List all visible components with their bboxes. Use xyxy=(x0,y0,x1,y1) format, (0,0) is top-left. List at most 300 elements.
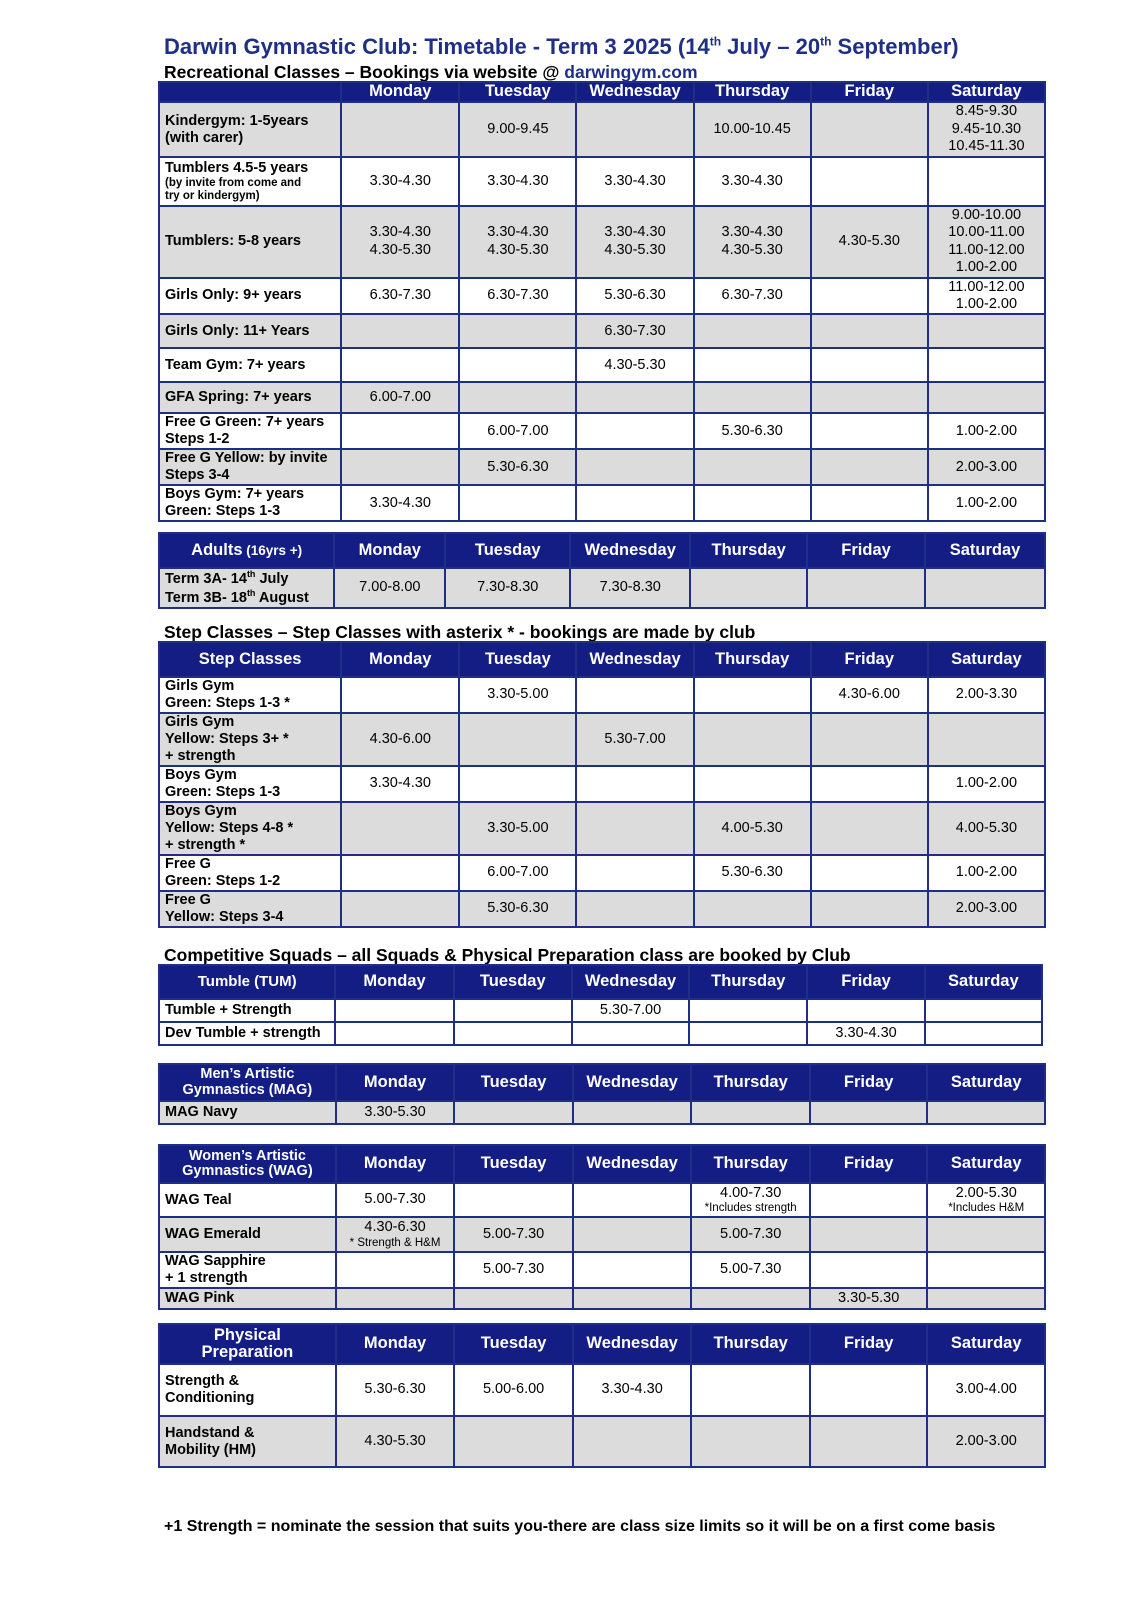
time-cell-monday xyxy=(341,766,459,802)
class-name xyxy=(159,1252,336,1288)
text-line: 1.00-2.00 xyxy=(955,494,1018,511)
time-cell-tuesday xyxy=(454,999,572,1022)
time-cell-wednesday xyxy=(576,102,693,157)
time-cell-wednesday xyxy=(576,157,693,206)
time-cell-monday xyxy=(341,157,459,206)
text-line: 3.30-4.30 xyxy=(369,224,431,241)
text-line: 5.30-6.30 xyxy=(487,458,549,475)
time-cell-friday xyxy=(811,382,928,413)
day-header-friday: Friday xyxy=(810,1324,928,1364)
time-cell-saturday xyxy=(928,449,1045,485)
physical-preparation-table xyxy=(158,1323,1046,1468)
text-line: 10.00-11.00 xyxy=(948,224,1025,241)
class-name xyxy=(159,348,341,382)
day-header-friday: Friday xyxy=(811,82,928,102)
time-cell-friday xyxy=(810,1364,928,1416)
time-cell-friday xyxy=(811,855,928,891)
time-cell-saturday xyxy=(927,1101,1045,1124)
time-cell-tuesday xyxy=(459,314,576,348)
class-name xyxy=(159,1022,335,1045)
time-cell-tuesday xyxy=(459,413,576,449)
class-name: Term 3A- 14th July Term 3B- 18th August xyxy=(159,568,334,608)
day-header-wednesday: Wednesday xyxy=(573,1145,692,1183)
text-line: 2.00-3.00 xyxy=(955,899,1018,916)
day-header-friday: Friday xyxy=(810,1145,928,1183)
time-cell-tuesday xyxy=(445,568,570,608)
table-row xyxy=(159,157,1045,206)
text-line: 4.30-5.30 xyxy=(838,233,900,250)
text-line: 5.30-7.00 xyxy=(604,730,666,747)
time-cell-saturday xyxy=(928,314,1045,348)
time-cell-wednesday xyxy=(573,1416,692,1467)
text-line: 1.00-2.00 xyxy=(955,775,1018,792)
time-cell-tuesday xyxy=(459,766,576,802)
text-line: 5.30-6.30 xyxy=(487,899,549,916)
text-line: WAG Teal xyxy=(165,1191,232,1208)
table-header-title: Physical Preparation xyxy=(159,1324,336,1364)
time-cell-tuesday xyxy=(459,206,576,278)
text-line: 5.30-7.00 xyxy=(599,1001,662,1018)
adults-table xyxy=(158,532,1046,609)
time-cell-friday xyxy=(810,1252,928,1288)
text-line: 3.30-4.30 xyxy=(604,172,666,189)
class-name xyxy=(159,1183,336,1217)
text-line: 2.00-5.30 xyxy=(955,1184,1017,1201)
time-cell-saturday xyxy=(928,485,1045,521)
text-line: 4.30-6.00 xyxy=(838,686,900,703)
text-line: 6.00-7.00 xyxy=(369,389,431,406)
text-line: 4.30-5.30 xyxy=(487,241,549,258)
time-cell-friday xyxy=(811,891,928,927)
time-cell-wednesday xyxy=(576,485,693,521)
time-cell-tuesday xyxy=(459,891,576,927)
time-cell-thursday xyxy=(694,278,811,315)
time-cell-friday xyxy=(811,485,928,521)
table-row xyxy=(159,999,1042,1022)
class-name xyxy=(159,713,341,766)
time-cell-wednesday xyxy=(573,1364,692,1416)
day-header-tuesday: Tuesday xyxy=(459,82,576,102)
time-cell-monday xyxy=(341,891,459,927)
time-cell-thursday xyxy=(694,348,811,382)
day-header-wednesday: Wednesday xyxy=(573,1064,692,1101)
text-line: Steps 1-2 xyxy=(165,431,230,448)
time-cell-tuesday xyxy=(459,449,576,485)
text-line: 10.00-10.45 xyxy=(713,120,791,137)
time-cell-friday xyxy=(810,1416,928,1467)
time-cell-thursday xyxy=(694,802,811,855)
time-cell-thursday xyxy=(694,449,811,485)
text-line: Boys Gym xyxy=(165,766,237,783)
text-line: Tumble + Strength xyxy=(165,1002,292,1019)
time-cell-saturday xyxy=(927,1217,1045,1252)
time-cell-thursday xyxy=(689,999,807,1022)
time-cell-friday xyxy=(807,568,925,608)
text-line: 5.30-6.30 xyxy=(604,287,666,304)
day-header-thursday: Thursday xyxy=(694,642,811,677)
class-name xyxy=(159,102,341,157)
text-line: 4.00-5.30 xyxy=(955,819,1018,836)
text-line: try or kindergym) xyxy=(165,189,260,202)
text-line: 2.00-3.00 xyxy=(955,1432,1017,1449)
text-line: 1.00-2.00 xyxy=(955,422,1018,439)
time-cell-thursday xyxy=(690,568,807,608)
time-cell-friday xyxy=(811,766,928,802)
text-line: 6.30-7.30 xyxy=(369,287,431,304)
text-line: Strength & xyxy=(165,1373,240,1390)
class-name xyxy=(159,766,341,802)
time-cell-monday xyxy=(336,1288,455,1309)
time-cell-monday xyxy=(335,999,453,1022)
time-cell-monday xyxy=(336,1416,455,1467)
text-line: Girls Only: 11+ Years xyxy=(165,322,310,339)
time-cell-wednesday xyxy=(573,1183,692,1217)
day-header-friday: Friday xyxy=(811,642,928,677)
time-cell-wednesday xyxy=(576,314,693,348)
time-cell-thursday xyxy=(694,382,811,413)
time-cell-tuesday xyxy=(459,802,576,855)
day-header-wednesday: Wednesday xyxy=(570,533,690,568)
day-header-tuesday: Tuesday xyxy=(454,1064,573,1101)
day-header-wednesday: Wednesday xyxy=(576,642,693,677)
cell-note: *Includes H&M xyxy=(948,1202,1025,1215)
website-link[interactable]: darwingym.com xyxy=(564,62,698,82)
time-cell-wednesday xyxy=(576,206,693,278)
text-line: + strength xyxy=(165,747,236,764)
table-row xyxy=(159,449,1045,485)
time-cell-monday xyxy=(336,1364,455,1416)
text-line: 5.00-7.30 xyxy=(720,1261,782,1278)
time-cell-tuesday xyxy=(454,1364,573,1416)
time-cell-monday xyxy=(341,278,459,315)
time-cell-saturday xyxy=(928,677,1045,713)
class-name xyxy=(159,1364,336,1416)
text-line: 5.00-7.30 xyxy=(364,1191,426,1208)
time-cell-friday xyxy=(807,1022,924,1045)
day-header-saturday: Saturday xyxy=(927,1064,1045,1101)
tumble-table xyxy=(158,964,1043,1046)
table-row xyxy=(159,382,1045,413)
table-row xyxy=(159,348,1045,382)
day-header-tuesday: Tuesday xyxy=(459,642,576,677)
time-cell-tuesday xyxy=(459,677,576,713)
text-line: 5.00-7.30 xyxy=(482,1225,545,1242)
table-row xyxy=(159,278,1045,315)
time-cell-tuesday xyxy=(454,1022,572,1045)
footnote: +1 Strength = nominate the session that suits you-there are class size limits so it will be on a first come basis xyxy=(164,1518,996,1535)
class-name xyxy=(159,278,341,315)
time-cell-saturday xyxy=(928,348,1045,382)
time-cell-tuesday xyxy=(459,348,576,382)
text-line: 3.30-5.30 xyxy=(838,1289,900,1306)
time-cell-friday xyxy=(811,314,928,348)
time-cell-thursday xyxy=(694,485,811,521)
time-cell-tuesday xyxy=(459,855,576,891)
text-line: Green: Steps 1-2 xyxy=(165,872,281,889)
text-line: Girls Only: 9+ years xyxy=(165,287,302,304)
time-cell-wednesday xyxy=(576,713,693,766)
text-line: 5.30-6.30 xyxy=(364,1381,426,1398)
text-line: Yellow: Steps 3-4 xyxy=(165,908,284,925)
table-header-title: Adults (16yrs +) xyxy=(159,533,334,568)
text-line: 3.30-5.30 xyxy=(364,1103,426,1120)
day-header-thursday: Thursday xyxy=(690,533,807,568)
time-cell-monday xyxy=(341,713,459,766)
table-row xyxy=(159,1364,1045,1416)
time-cell-saturday xyxy=(928,713,1045,766)
time-cell-wednesday xyxy=(576,891,693,927)
day-header-thursday: Thursday xyxy=(691,1145,810,1183)
time-cell-monday xyxy=(336,1217,455,1252)
time-cell-thursday xyxy=(694,766,811,802)
time-cell-wednesday xyxy=(576,855,693,891)
time-cell-friday xyxy=(811,449,928,485)
text-line: 3.30-4.30 xyxy=(721,224,783,241)
time-cell-saturday xyxy=(928,102,1045,157)
text-line: 3.30-4.30 xyxy=(369,775,431,792)
text-line: 4.30-5.30 xyxy=(364,1432,426,1449)
text-line: MAG Navy xyxy=(165,1104,238,1121)
text-line: 3.30-4.30 xyxy=(369,172,431,189)
time-cell-saturday xyxy=(928,206,1045,278)
time-cell-thursday xyxy=(694,677,811,713)
text-line: Free G xyxy=(165,855,211,872)
time-cell-wednesday xyxy=(576,382,693,413)
time-cell-thursday xyxy=(694,891,811,927)
text-line: Conditioning xyxy=(165,1390,255,1406)
text-line: Green: Steps 1-3 xyxy=(165,783,281,800)
time-cell-tuesday xyxy=(459,102,576,157)
time-cell-thursday xyxy=(694,413,811,449)
time-cell-wednesday xyxy=(573,1288,692,1309)
time-cell-thursday xyxy=(694,102,811,157)
time-cell-monday xyxy=(336,1252,455,1288)
time-cell-thursday xyxy=(691,1101,810,1124)
table-row xyxy=(159,314,1045,348)
text-line: Tumblers 4.5-5 years xyxy=(165,159,309,176)
time-cell-friday xyxy=(811,348,928,382)
day-header-saturday: Saturday xyxy=(927,1145,1045,1183)
day-header-thursday: Thursday xyxy=(691,1324,810,1364)
text-line: 6.00-7.00 xyxy=(487,422,549,439)
text-line: Free G Green: 7+ years xyxy=(165,414,325,431)
text-line: 4.30-5.30 xyxy=(369,241,431,258)
class-name xyxy=(159,382,341,413)
time-cell-saturday xyxy=(927,1416,1045,1467)
table-header-title: Tumble (TUM) xyxy=(159,965,335,999)
competitive-heading: Competitive Squads – all Squads & Physical Preparation class are booked by Club xyxy=(164,945,851,965)
page-title: Darwin Gymnastic Club: Timetable - Term 3 2025 (14th July – 20th September) xyxy=(164,34,959,59)
time-cell-friday xyxy=(810,1183,928,1217)
table-row xyxy=(159,1183,1045,1217)
time-cell-friday xyxy=(811,713,928,766)
text-line: 3.30-5.00 xyxy=(487,686,549,703)
text-line: 5.00-7.30 xyxy=(482,1261,545,1278)
time-cell-saturday xyxy=(927,1183,1045,1217)
day-header-monday: Monday xyxy=(341,642,459,677)
time-cell-monday xyxy=(341,382,459,413)
text-line: 3.30-4.30 xyxy=(604,224,666,241)
text-line: 4.00-5.30 xyxy=(721,819,783,836)
day-header-monday: Monday xyxy=(335,965,453,999)
time-cell-friday xyxy=(811,157,928,206)
table-row xyxy=(159,713,1045,766)
class-name xyxy=(159,314,341,348)
text-line: 3.30-4.30 xyxy=(601,1381,663,1398)
table-row xyxy=(159,485,1045,521)
day-header-monday: Monday xyxy=(336,1145,455,1183)
text-line: 5.00-7.30 xyxy=(720,1225,782,1242)
time-cell-tuesday xyxy=(454,1416,573,1467)
table-row xyxy=(159,568,1045,608)
table-row xyxy=(159,855,1045,891)
time-cell-saturday xyxy=(928,413,1045,449)
class-name xyxy=(159,449,341,485)
table-row xyxy=(159,891,1045,927)
mag-table xyxy=(158,1063,1046,1125)
text-line: (by invite from come and xyxy=(165,176,302,189)
time-cell-wednesday xyxy=(572,1022,689,1045)
time-cell-friday xyxy=(810,1217,928,1252)
table-row xyxy=(159,802,1045,855)
time-cell-tuesday xyxy=(459,382,576,413)
text-line: + strength * xyxy=(165,836,246,853)
text-line: Girls Gym xyxy=(165,678,235,694)
time-cell-saturday xyxy=(927,1288,1045,1309)
text-line: 4.30-6.00 xyxy=(369,730,431,747)
class-name xyxy=(159,1101,336,1124)
time-cell-monday xyxy=(341,855,459,891)
table-header-title xyxy=(159,82,341,102)
time-cell-tuesday xyxy=(454,1183,573,1217)
table-header-title: Men’s Artistic Gymnastics (MAG) xyxy=(159,1064,336,1101)
time-cell-friday xyxy=(810,1288,928,1309)
time-cell-tuesday xyxy=(454,1252,573,1288)
wag-table xyxy=(158,1144,1046,1310)
day-header-thursday: Thursday xyxy=(689,965,807,999)
recreational-heading: Recreational Classes – Bookings via website @ darwingym.com xyxy=(164,62,698,82)
time-cell-wednesday xyxy=(570,568,690,608)
text-line: 4.30-5.30 xyxy=(604,356,666,373)
day-header-monday: Monday xyxy=(336,1064,455,1101)
text-line: WAG Sapphire xyxy=(165,1253,266,1270)
time-cell-wednesday xyxy=(573,1252,692,1288)
cell-note: * Strength & H&M xyxy=(349,1236,441,1249)
day-header-thursday: Thursday xyxy=(691,1064,810,1101)
time-cell-tuesday xyxy=(454,1101,573,1124)
text-line: 7.30-8.30 xyxy=(477,579,539,596)
text-line: GFA Spring: 7+ years xyxy=(165,389,312,406)
time-cell-thursday xyxy=(694,206,811,278)
table-row xyxy=(159,1288,1045,1309)
text-line: 1.00-2.00 xyxy=(955,864,1018,881)
text-line: Green: Steps 1-3 * xyxy=(165,694,290,711)
class-name xyxy=(159,677,341,713)
text-line: WAG Emerald xyxy=(165,1226,261,1243)
text-line: Tumblers: 5-8 years xyxy=(165,233,301,250)
text-line: 3.00-4.00 xyxy=(955,1381,1017,1398)
time-cell-saturday xyxy=(928,802,1045,855)
cell-note: *Includes strength xyxy=(704,1202,797,1215)
text-line: 9.00-9.45 xyxy=(487,120,549,137)
class-name xyxy=(159,1288,336,1309)
text-line: Free G Yellow: by invite xyxy=(165,450,328,467)
text-line: 3.30-5.00 xyxy=(487,819,549,836)
class-name xyxy=(159,802,341,855)
time-cell-wednesday xyxy=(573,1101,692,1124)
text-line: 4.30-6.30 xyxy=(364,1219,426,1236)
class-name xyxy=(159,1217,336,1252)
text-line: Green: Steps 1-3 xyxy=(165,503,281,520)
table-row xyxy=(159,1416,1045,1467)
time-cell-friday xyxy=(811,206,928,278)
table-row xyxy=(159,677,1045,713)
time-cell-saturday xyxy=(927,1252,1045,1288)
text-line: Boys Gym: 7+ years xyxy=(165,486,305,503)
time-cell-monday xyxy=(341,102,459,157)
time-cell-monday xyxy=(341,206,459,278)
time-cell-saturday xyxy=(928,891,1045,927)
text-line: Dev Tumble + strength xyxy=(165,1025,321,1042)
time-cell-tuesday xyxy=(459,713,576,766)
text-line: Girls Gym xyxy=(165,713,235,730)
text-line: 6.30-7.30 xyxy=(721,287,783,304)
time-cell-thursday xyxy=(694,157,811,206)
time-cell-monday xyxy=(341,677,459,713)
day-header-wednesday: Wednesday xyxy=(572,965,689,999)
table-row xyxy=(159,1101,1045,1124)
text-line: 9.00-10.00 xyxy=(951,207,1022,223)
time-cell-monday xyxy=(336,1101,455,1124)
day-header-thursday: Thursday xyxy=(694,82,811,102)
time-cell-saturday xyxy=(928,157,1045,206)
class-name xyxy=(159,855,341,891)
day-header-saturday: Saturday xyxy=(928,642,1045,677)
text-line: Free G xyxy=(165,891,211,908)
text-line: Yellow: Steps 4-8 * xyxy=(165,819,294,836)
day-header-monday: Monday xyxy=(336,1324,455,1364)
time-cell-monday xyxy=(336,1183,455,1217)
day-header-friday: Friday xyxy=(810,1064,928,1101)
table-row xyxy=(159,413,1045,449)
text-line: + 1 strength xyxy=(165,1270,248,1286)
text-line: 2.00-3.30 xyxy=(955,686,1018,703)
time-cell-saturday xyxy=(925,999,1042,1022)
text-line: 2.00-3.00 xyxy=(955,458,1018,475)
table-row xyxy=(159,1022,1042,1045)
day-header-tuesday: Tuesday xyxy=(454,1145,573,1183)
day-header-tuesday: Tuesday xyxy=(454,965,572,999)
time-cell-saturday xyxy=(925,1022,1042,1045)
text-line: 5.30-6.30 xyxy=(721,422,783,439)
time-cell-monday xyxy=(341,449,459,485)
text-line: Mobility (HM) xyxy=(165,1441,257,1458)
table-row xyxy=(159,102,1045,157)
time-cell-wednesday xyxy=(572,999,689,1022)
time-cell-tuesday xyxy=(459,157,576,206)
table-header-title: Step Classes xyxy=(159,642,341,677)
text-line: 3.30-4.30 xyxy=(721,172,783,189)
text-line: Handstand & xyxy=(165,1424,255,1441)
text-line: 1.00-2.00 xyxy=(955,259,1018,276)
time-cell-wednesday xyxy=(576,677,693,713)
text-line: (with carer) xyxy=(165,129,244,146)
time-cell-monday xyxy=(341,348,459,382)
time-cell-thursday xyxy=(691,1252,810,1288)
day-header-wednesday: Wednesday xyxy=(576,82,693,102)
day-header-friday: Friday xyxy=(807,533,925,568)
time-cell-thursday xyxy=(691,1183,810,1217)
